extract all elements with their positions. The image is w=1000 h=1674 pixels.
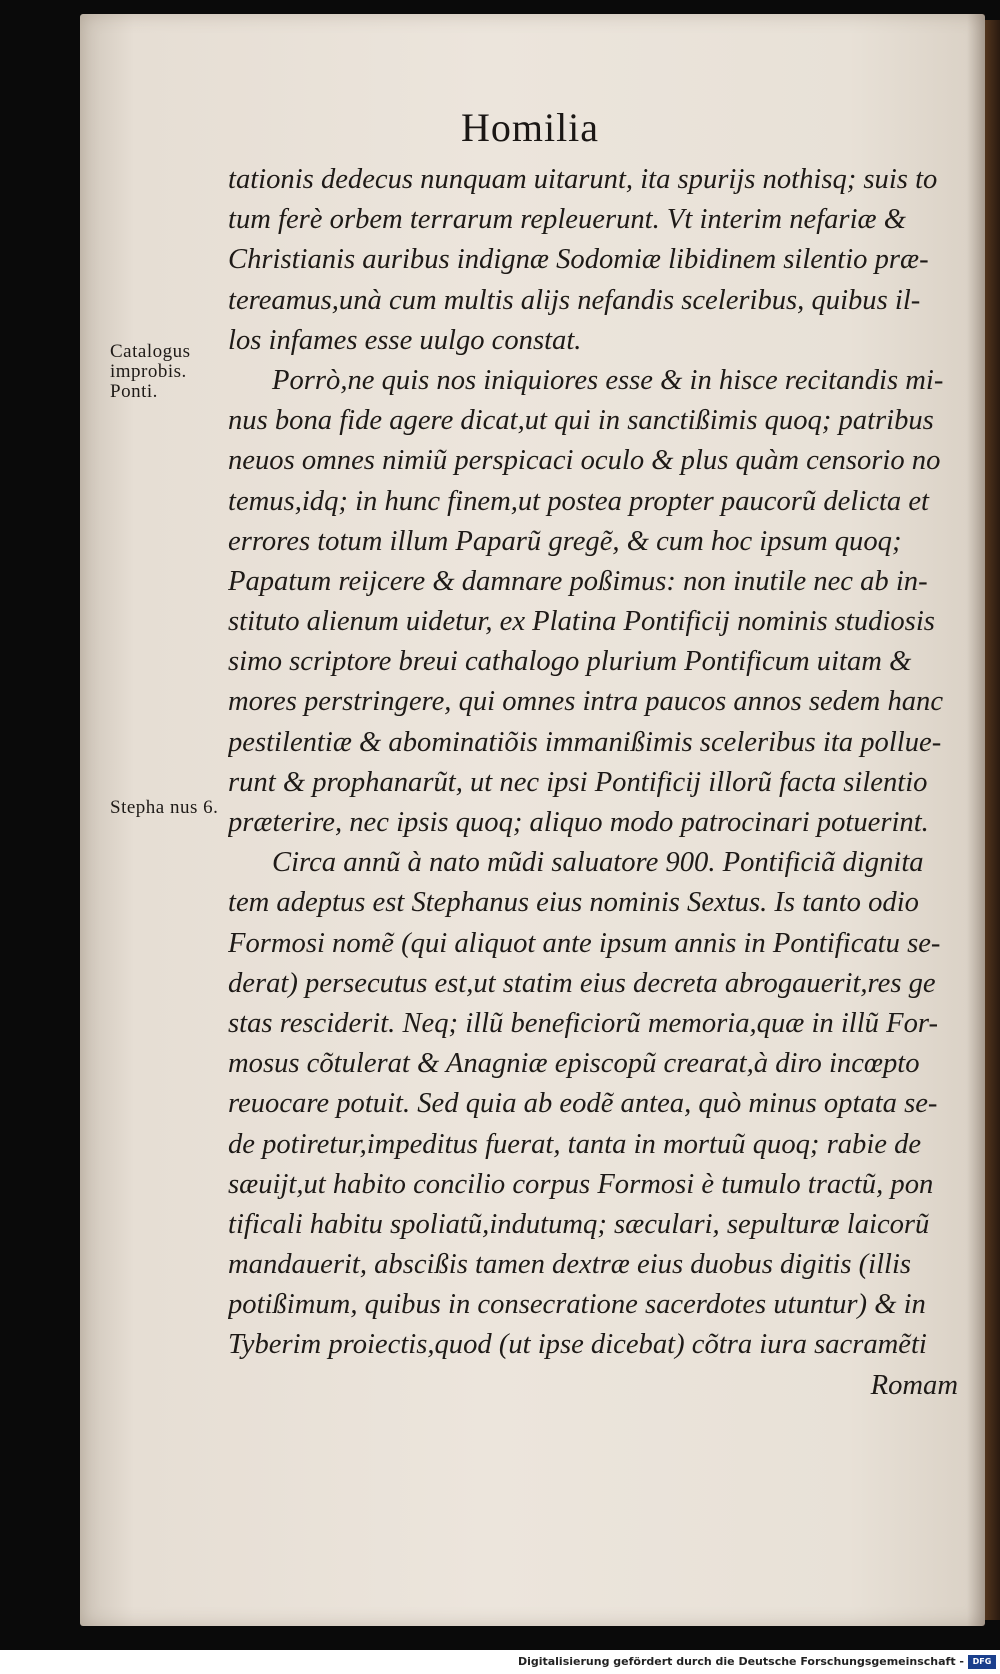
text-line: mosus cõtulerat & Anagniæ episcopũ crearat,à diro incœpto (228, 1048, 920, 1080)
text-line: stas resciderit. Neq; illũ beneficiorũ memoria,quæ in illũ For- (228, 1007, 938, 1039)
text-line: tereamus,unà cum multis alijs nefandis sceleribus, quibus il- (228, 284, 921, 316)
main-text (228, 160, 958, 1406)
text-line: Papatum reijcere & damnare poßimus: non inutile nec ab in- (228, 565, 928, 597)
page-shadow (967, 14, 985, 1626)
margin-note-stephanus: Stepha nus 6. (110, 797, 219, 818)
text-line: mandauerit, abscißis tamen dextræ eius duobus digitis (illis (228, 1249, 912, 1281)
text-line: Porrò,ne quis nos iniquiores esse & in hisce recitandis mi- (272, 364, 944, 396)
margin-note-catalogus: Catalogus improbis. Ponti. (110, 341, 191, 402)
text-line: tificali habitu spoliatũ,indutumq; sæculari, sepulturæ laicorũ (228, 1208, 930, 1240)
running-header: Homilia (460, 105, 600, 150)
text-line: Circa annũ à nato mũdi saluatore 900. Pontificiã dignita (272, 847, 924, 879)
text-line: sæuijt,ut habito concilio corpus Formosi è tumulo tractũ, pon (228, 1168, 934, 1200)
text-line: nus bona fide agere dicat,ut qui in sanctißimis quoq; patribus (228, 405, 934, 437)
text-line: pestilentiæ & abominatiõis immanißimis sceleribus ita pollue- (228, 726, 942, 758)
text-line: tem adeptus est Stephanus eius nominis Sextus. Is tanto odio (228, 887, 919, 919)
text-line: Tyberim proiectis,quod (ut ipse dicebat) cõtra iura sacramẽti (228, 1329, 927, 1361)
text-line: stituto alienum uidetur, ex Platina Pontificij nominis studiosis (228, 606, 935, 638)
text-line: runt & prophanarũt, ut nec ipsi Pontificij illorũ facta silentio (228, 766, 928, 798)
text-line: errores totum illum Paparũ gregẽ, & cum hoc ipsum quoq; (228, 525, 902, 557)
dfg-logo: DFG (968, 1655, 996, 1669)
digitization-credit: Digitalisierung gefördert durch die Deutsche Forschungsgemeinschaft - (0, 1650, 1000, 1674)
text-line: præterire, nec ipsis quoq; aliquo modo patrocinari potuerint. (228, 807, 929, 838)
text-line: simo scriptore breui cathalogo plurium Pontificum uitam & (228, 646, 912, 678)
text-line: de potiretur,impeditus fuerat, tanta in mortuũ quoq; rabie de (228, 1128, 922, 1160)
catchword: Romam (870, 1369, 958, 1401)
text-line: derat) persecutus est,ut statim eius decreta abrogauerit,res ge (228, 967, 936, 999)
text-line: neuos omnes nimiũ perspicaci oculo & plus quàm censorio no (228, 445, 941, 477)
text-line: tationis dedecus nunquam uitarunt, ita spurijs nothisq; suis to (228, 164, 938, 195)
text-line: los infames esse uulgo constat. (228, 324, 582, 356)
text-line: mores perstringere, qui omnes intra paucos annos sedem hanc (228, 686, 944, 718)
text-line: Formosi nomẽ (qui aliquot ante ipsum annis in Pontificatu se- (228, 927, 941, 959)
text-line: tum ferè orbem terrarum repleuerunt. Vt interim nefariæ & (228, 204, 906, 236)
text-line: reuocare potuit. Sed quia ab eodẽ antea, quò minus optata se- (228, 1088, 938, 1120)
text-line: potißimum, quibus in consecratione sacerdotes utuntur) & in (228, 1289, 926, 1321)
text-line: temus,idq; in hunc finem,ut postea propter paucorũ delicta et (228, 485, 929, 517)
text-line: Christianis auribus indignæ Sodomiæ libidinem silentio præ- (228, 244, 929, 276)
